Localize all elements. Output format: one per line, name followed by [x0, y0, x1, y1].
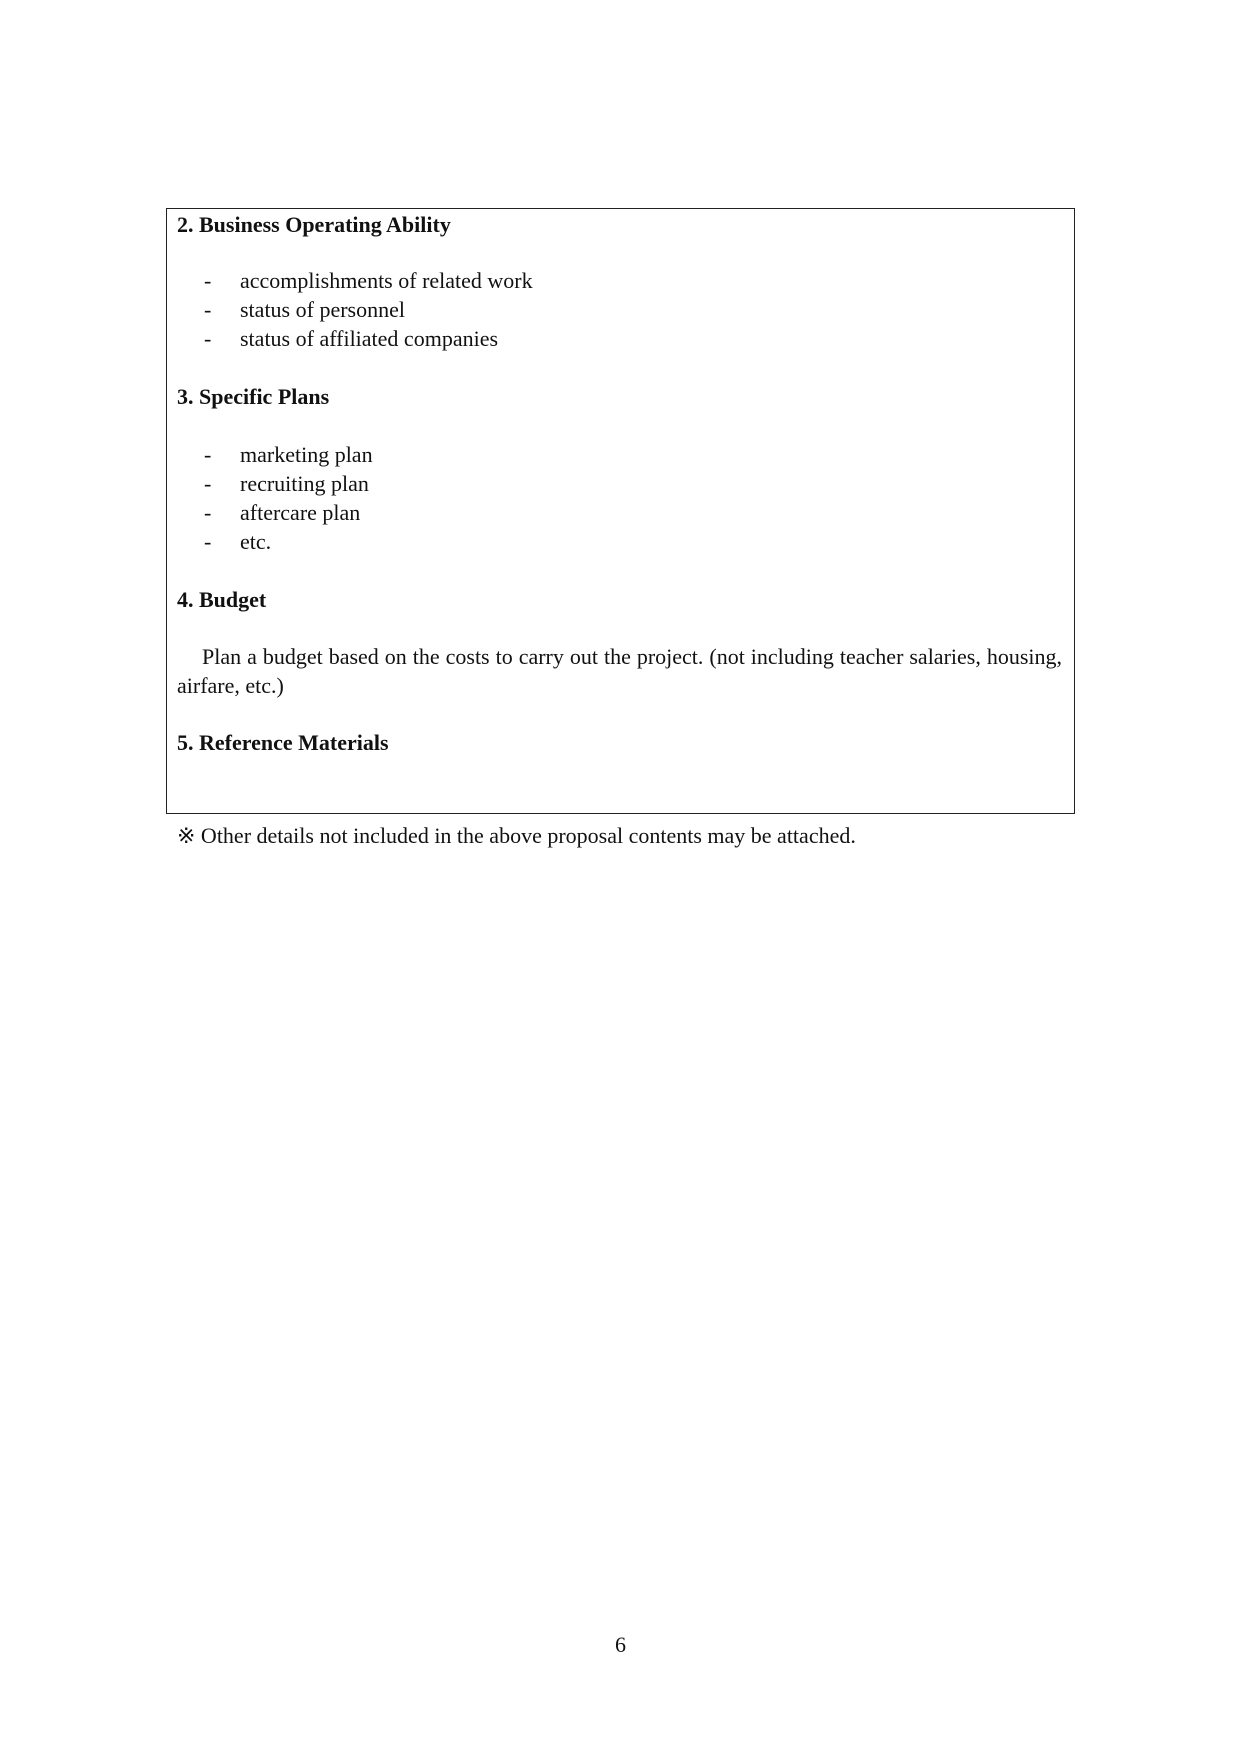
list-item: marketing plan — [240, 442, 373, 467]
list-item: status of personnel — [240, 297, 405, 322]
bullet-dash: - — [204, 500, 212, 525]
bullet-dash: - — [204, 471, 212, 496]
heading-business-operating-ability: 2. Business Operating Ability — [177, 212, 451, 237]
heading-reference-materials: 5. Reference Materials — [177, 730, 389, 755]
list-item: status of affiliated companies — [240, 326, 499, 351]
bullet-dash: - — [204, 297, 212, 322]
list-item: aftercare plan — [240, 500, 361, 525]
budget-paragraph: Plan a budget based on the costs to carry out the project. (not including teacher salaries, housing, airfare, etc.) — [177, 644, 1062, 698]
heading-budget: 4. Budget — [177, 587, 267, 612]
list-item: accomplishments of related work — [240, 268, 533, 293]
list-item: recruiting plan — [240, 471, 369, 496]
bullet-dash: - — [204, 442, 212, 467]
bullet-dash: - — [204, 326, 212, 351]
bullet-dash: - — [204, 268, 212, 293]
bullet-dash: - — [204, 529, 212, 554]
list-item: etc. — [240, 529, 272, 554]
page-number: 6 — [615, 1632, 626, 1657]
heading-specific-plans: 3. Specific Plans — [177, 384, 330, 409]
attachment-note: ※ Other details not included in the above proposal contents may be attached. — [177, 823, 856, 848]
